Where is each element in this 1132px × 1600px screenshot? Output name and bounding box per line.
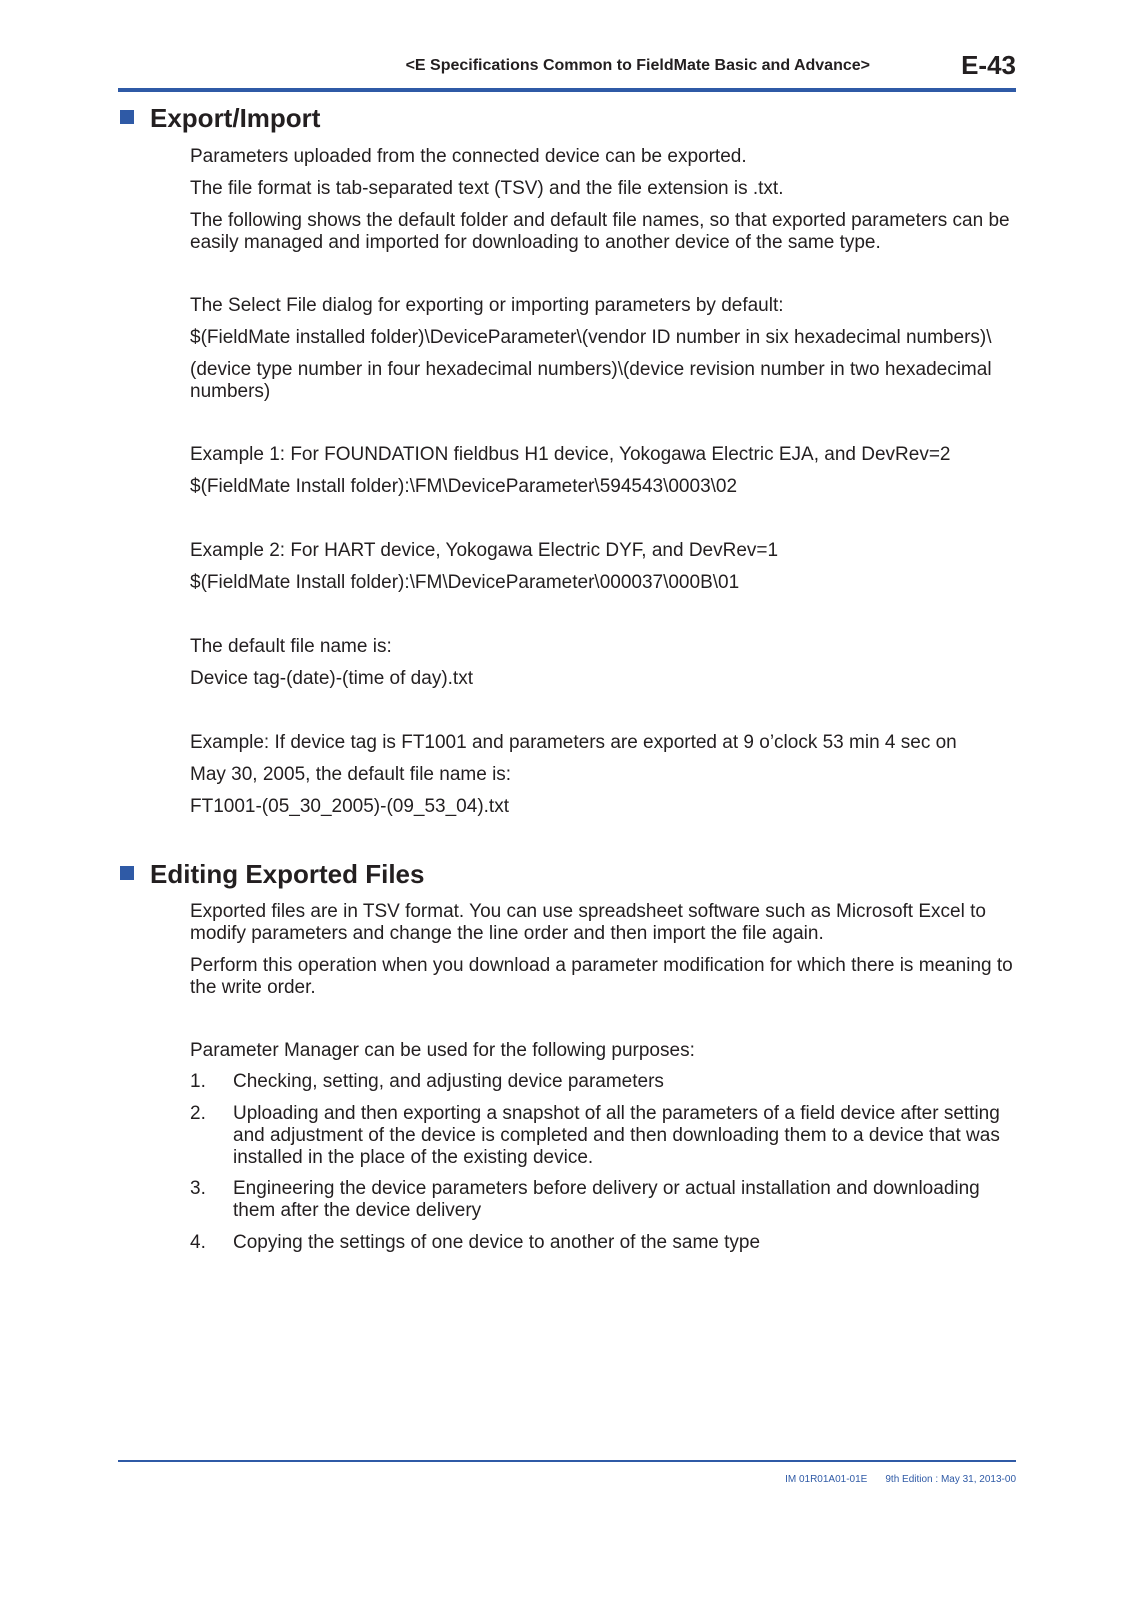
- paragraph: Perform this operation when you download a parameter modification for which there is meaning to the write order.: [190, 955, 1013, 998]
- list-item-text: Uploading and then exporting a snapshot of all the parameters of a field device after setting and adjustment of the device is completed and then downloading them to a device that was installed in the place of the existing device.: [233, 1103, 1000, 1168]
- list-item-number: 3.: [190, 1178, 206, 1199]
- folder-path-line: (device type number in four hexadecimal numbers)\(device revision number in two hexadecimal numbers): [190, 359, 992, 402]
- paragraph: The following shows the default folder and default file names, so that exported parameters can be easily managed and imported for downloading to another device of the same type.: [190, 210, 1010, 253]
- header-divider: [118, 88, 1016, 92]
- list-item-number: 2.: [190, 1103, 206, 1124]
- running-header-title: <E Specifications Common to FieldMate Basic and Advance>: [405, 57, 870, 74]
- list-item-text: Checking, setting, and adjusting device parameters: [233, 1071, 664, 1092]
- edition-info: 9th Edition : May 31, 2013-00: [885, 1474, 1016, 1485]
- example-2-path: $(FieldMate Install folder):\FM\DeviceParameter\000037\000B\01: [190, 572, 740, 593]
- example-1-path: $(FieldMate Install folder):\FM\DeviceParameter\594543\0003\02: [190, 476, 738, 497]
- list-item-number: 1.: [190, 1071, 206, 1092]
- example-file-name: FT1001-(05_30_2005)-(09_53_04).txt: [190, 796, 509, 817]
- folder-path-line: $(FieldMate installed folder)\DeviceParameter\(vendor ID number in six hexadecimal numbers)\: [190, 327, 992, 348]
- list-item: [190, 1103, 1016, 1169]
- example-2-description: Example 2: For HART device, Yokogawa Electric DYF, and DevRev=1: [190, 540, 779, 561]
- footer-divider: [118, 1460, 1016, 1462]
- section-heading-text: Editing Exported Files: [150, 859, 425, 889]
- list-item-number: 4.: [190, 1232, 206, 1253]
- paragraph: The file format is tab-separated text (TSV) and the file extension is .txt.: [190, 178, 784, 199]
- paragraph: Parameter Manager can be used for the following purposes:: [190, 1040, 695, 1061]
- paragraph: Example: If device tag is FT1001 and parameters are exported at 9 o’clock 53 min 4 sec on: [190, 732, 957, 753]
- square-bullet-icon: [120, 866, 134, 880]
- paragraph: Exported files are in TSV format. You can use spreadsheet software such as Microsoft Excel to modify parameters and change the line order and then import the file again.: [190, 901, 986, 944]
- list-item: [190, 1071, 1016, 1093]
- section-heading-text: Export/Import: [150, 103, 321, 133]
- section-heading-export-import: [120, 103, 320, 134]
- list-item-text: Engineering the device parameters before delivery or actual installation and downloading them after the device delivery: [233, 1178, 980, 1221]
- list-item-text: Copying the settings of one device to another of the same type: [233, 1232, 761, 1253]
- example-1-description: Example 1: For FOUNDATION fieldbus H1 device, Yokogawa Electric EJA, and DevRev=2: [190, 444, 951, 465]
- square-bullet-icon: [120, 110, 134, 124]
- paragraph: The Select File dialog for exporting or importing parameters by default:: [190, 295, 784, 316]
- footer: [600, 1474, 1016, 1485]
- paragraph: The default file name is:: [190, 636, 392, 657]
- page-number: E-43: [961, 50, 1016, 80]
- list-item: [190, 1232, 1016, 1254]
- default-file-name-format: Device tag-(date)-(time of day).txt: [190, 668, 473, 689]
- document-id: IM 01R01A01-01E: [785, 1474, 868, 1485]
- paragraph: May 30, 2005, the default file name is:: [190, 764, 512, 785]
- list-item: [190, 1178, 1016, 1222]
- paragraph: Parameters uploaded from the connected device can be exported.: [190, 146, 747, 167]
- section-heading-editing-exported-files: [120, 859, 424, 890]
